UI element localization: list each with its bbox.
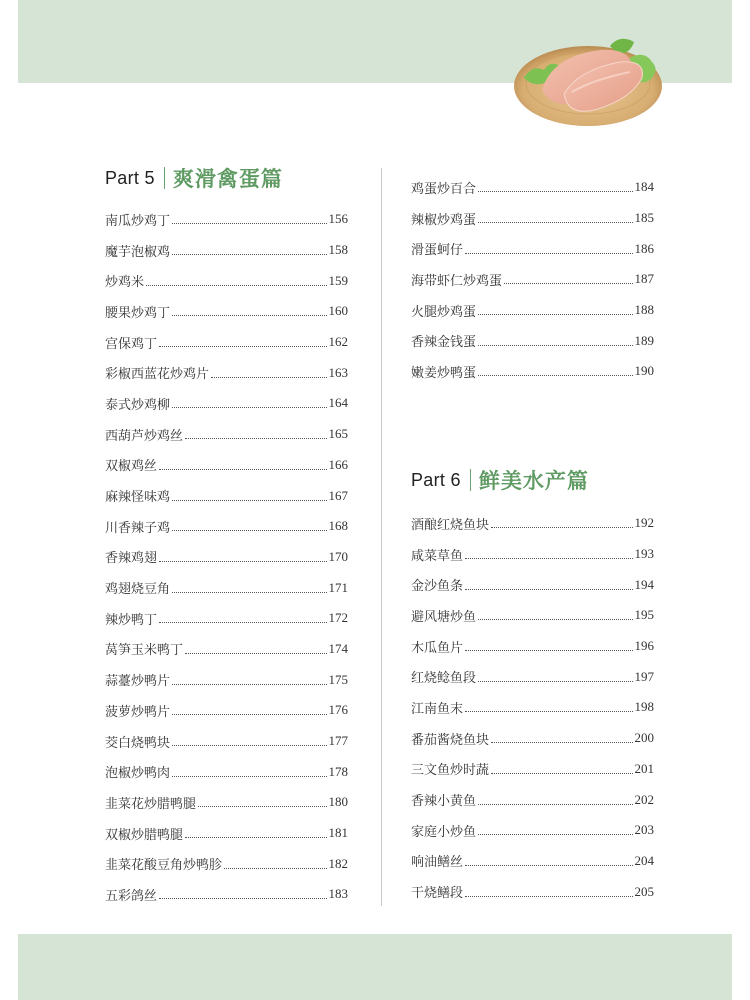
heading-divider bbox=[164, 167, 165, 189]
entry-title: 滑蛋蚵仔 bbox=[411, 243, 464, 259]
leader-dots bbox=[478, 374, 632, 376]
leader-dots bbox=[159, 468, 326, 470]
entry-title: 泡椒炒鸭肉 bbox=[105, 766, 171, 782]
part5-continued-list bbox=[411, 172, 654, 387]
leader-dots bbox=[224, 867, 326, 869]
entry-title: 西葫芦炒鸡丝 bbox=[105, 428, 184, 444]
entry-title: 三文鱼炒时蔬 bbox=[411, 763, 490, 779]
leader-dots bbox=[172, 222, 326, 224]
entry-page: 168 bbox=[328, 518, 348, 534]
toc-entry[interactable] bbox=[411, 815, 654, 846]
toc-entry[interactable] bbox=[105, 756, 348, 787]
entry-page: 175 bbox=[328, 671, 348, 687]
entry-page: 195 bbox=[634, 607, 654, 623]
toc-entry[interactable] bbox=[105, 542, 348, 573]
toc-entry[interactable] bbox=[105, 235, 348, 266]
entry-page: 184 bbox=[634, 179, 654, 195]
entry-page: 166 bbox=[328, 456, 348, 472]
toc-entry[interactable] bbox=[105, 419, 348, 450]
entry-page: 188 bbox=[634, 302, 654, 318]
entry-title: 金沙鱼条 bbox=[411, 579, 464, 595]
entry-page: 203 bbox=[634, 822, 654, 838]
leader-dots bbox=[185, 437, 326, 439]
entry-page: 165 bbox=[328, 426, 348, 442]
entry-title: 麻辣怪味鸡 bbox=[105, 490, 171, 506]
leader-dots bbox=[465, 588, 632, 590]
entry-page: 180 bbox=[328, 794, 348, 810]
toc-entry[interactable] bbox=[105, 450, 348, 481]
entry-title: 韭菜花酸豆角炒鸭胗 bbox=[105, 858, 223, 874]
leader-dots bbox=[478, 313, 632, 315]
toc-entry[interactable] bbox=[411, 539, 654, 570]
toc-entry[interactable] bbox=[105, 664, 348, 695]
entry-page: 183 bbox=[328, 886, 348, 902]
leader-dots bbox=[478, 680, 632, 682]
toc-entry[interactable] bbox=[105, 879, 348, 910]
toc-entry[interactable] bbox=[411, 508, 654, 539]
leader-dots bbox=[172, 314, 326, 316]
entry-page: 204 bbox=[634, 852, 654, 868]
leader-dots bbox=[478, 190, 632, 192]
toc-entry[interactable] bbox=[105, 634, 348, 665]
entry-title: 彩椒西蓝花炒鸡片 bbox=[105, 367, 210, 383]
leader-dots bbox=[172, 744, 326, 746]
leader-dots bbox=[185, 836, 326, 838]
part6-number: Part 6 bbox=[411, 469, 461, 490]
leader-dots bbox=[211, 376, 326, 378]
toc-entry[interactable] bbox=[105, 726, 348, 757]
entry-page: 170 bbox=[328, 548, 348, 564]
leader-dots bbox=[478, 833, 632, 835]
leader-dots bbox=[172, 529, 326, 531]
entry-title: 魔芋泡椒鸡 bbox=[105, 244, 171, 260]
entry-title: 辣炒鸭丁 bbox=[105, 612, 158, 628]
entry-page: 171 bbox=[328, 579, 348, 595]
entry-page: 164 bbox=[328, 395, 348, 411]
entry-title: 菠萝炒鸭片 bbox=[105, 704, 171, 720]
entry-title: 嫩姜炒鸭蛋 bbox=[411, 365, 477, 381]
entry-page: 189 bbox=[634, 332, 654, 348]
leader-dots bbox=[159, 897, 326, 899]
toc-entry[interactable] bbox=[105, 327, 348, 358]
entry-title: 海带虾仁炒鸡蛋 bbox=[411, 273, 503, 289]
part5-title: 爽滑禽蛋篇 bbox=[172, 166, 283, 191]
entry-page: 177 bbox=[328, 733, 348, 749]
leader-dots bbox=[465, 649, 632, 651]
entry-page: 185 bbox=[634, 210, 654, 226]
entry-title: 韭菜花炒腊鸭腿 bbox=[105, 796, 197, 812]
entry-title: 五彩鸽丝 bbox=[105, 888, 158, 904]
part6-toc-list bbox=[411, 508, 654, 907]
entry-title: 炒鸡米 bbox=[105, 275, 145, 291]
entry-page: 176 bbox=[328, 702, 348, 718]
entry-title: 鸡翅烧豆角 bbox=[105, 582, 171, 598]
entry-title: 双椒炒腊鸭腿 bbox=[105, 827, 184, 843]
entry-page: 197 bbox=[634, 668, 654, 684]
entry-page: 186 bbox=[634, 240, 654, 256]
toc-entry[interactable] bbox=[411, 356, 654, 387]
entry-page: 163 bbox=[328, 364, 348, 380]
entry-page: 202 bbox=[634, 791, 654, 807]
entry-page: 178 bbox=[328, 763, 348, 779]
toc-entry[interactable] bbox=[105, 511, 348, 542]
toc-entry[interactable] bbox=[411, 325, 654, 356]
leader-dots bbox=[478, 618, 632, 620]
leader-dots bbox=[478, 803, 632, 805]
toc-entry[interactable] bbox=[105, 357, 348, 388]
toc-entry[interactable] bbox=[411, 233, 654, 264]
toc-entry[interactable] bbox=[411, 203, 654, 234]
leader-dots bbox=[185, 652, 326, 654]
entry-page: 172 bbox=[328, 610, 348, 626]
toc-entry[interactable] bbox=[105, 265, 348, 296]
entry-title: 茭白烧鸭块 bbox=[105, 735, 171, 751]
entry-title: 咸菜草鱼 bbox=[411, 548, 464, 564]
entry-page: 193 bbox=[634, 546, 654, 562]
toc-entry[interactable] bbox=[105, 572, 348, 603]
toc-entry[interactable] bbox=[105, 848, 348, 879]
toc-entry[interactable] bbox=[105, 787, 348, 818]
leader-dots bbox=[159, 621, 326, 623]
entry-title: 避风塘炒鱼 bbox=[411, 609, 477, 625]
toc-entry[interactable] bbox=[411, 876, 654, 907]
leader-dots bbox=[172, 591, 326, 593]
entry-title: 红烧鲶鱼段 bbox=[411, 671, 477, 687]
entry-title: 鸡蛋炒百合 bbox=[411, 181, 477, 197]
entry-page: 196 bbox=[634, 638, 654, 654]
toc-entry[interactable] bbox=[411, 172, 654, 203]
part5-number: Part 5 bbox=[105, 167, 155, 188]
toc-entry[interactable] bbox=[411, 784, 654, 815]
toc-entry[interactable] bbox=[411, 569, 654, 600]
chicken-breast-on-board-image bbox=[512, 28, 664, 128]
leader-dots bbox=[465, 557, 632, 559]
toc-entry[interactable] bbox=[411, 661, 654, 692]
toc-entry[interactable] bbox=[411, 631, 654, 662]
entry-title: 香辣小黄鱼 bbox=[411, 794, 477, 810]
part6-heading bbox=[411, 463, 589, 497]
toc-entry[interactable] bbox=[411, 723, 654, 754]
entry-page: 201 bbox=[634, 760, 654, 776]
entry-title: 泰式炒鸡柳 bbox=[105, 397, 171, 413]
bottom-band bbox=[18, 934, 732, 1000]
part6-title: 鲜美水产篇 bbox=[478, 468, 589, 493]
entry-title: 酒酿红烧鱼块 bbox=[411, 517, 490, 533]
part5-toc-list bbox=[105, 204, 348, 910]
toc-entry[interactable] bbox=[411, 846, 654, 877]
leader-dots bbox=[172, 499, 326, 501]
leader-dots bbox=[491, 741, 632, 743]
entry-page: 167 bbox=[328, 487, 348, 503]
heading-divider bbox=[470, 469, 471, 491]
toc-entry[interactable] bbox=[105, 603, 348, 634]
entry-title: 南瓜炒鸡丁 bbox=[105, 213, 171, 229]
entry-title: 双椒鸡丝 bbox=[105, 459, 158, 475]
leader-dots bbox=[172, 253, 326, 255]
entry-page: 205 bbox=[634, 883, 654, 899]
entry-page: 160 bbox=[328, 303, 348, 319]
leader-dots bbox=[198, 805, 326, 807]
entry-title: 蒜薹炒鸭片 bbox=[105, 674, 171, 690]
leader-dots bbox=[491, 526, 632, 528]
leader-dots bbox=[159, 560, 326, 562]
entry-title: 江南鱼末 bbox=[411, 701, 464, 717]
leader-dots bbox=[465, 710, 632, 712]
toc-entry[interactable] bbox=[105, 388, 348, 419]
entry-title: 火腿炒鸡蛋 bbox=[411, 304, 477, 320]
entry-page: 156 bbox=[328, 211, 348, 227]
entry-page: 200 bbox=[634, 730, 654, 746]
leader-dots bbox=[504, 282, 632, 284]
part5-heading bbox=[105, 161, 283, 195]
entry-page: 159 bbox=[328, 272, 348, 288]
entry-title: 木瓜鱼片 bbox=[411, 640, 464, 656]
entry-title: 香辣金钱蛋 bbox=[411, 335, 477, 351]
entry-title: 干烧鳝段 bbox=[411, 886, 464, 902]
entry-page: 192 bbox=[634, 515, 654, 531]
entry-title: 辣椒炒鸡蛋 bbox=[411, 212, 477, 228]
toc-entry[interactable] bbox=[411, 264, 654, 295]
entry-page: 182 bbox=[328, 855, 348, 871]
leader-dots bbox=[172, 775, 326, 777]
entry-title: 腰果炒鸡丁 bbox=[105, 305, 171, 321]
toc-entry[interactable] bbox=[105, 818, 348, 849]
leader-dots bbox=[159, 345, 326, 347]
entry-title: 宫保鸡丁 bbox=[105, 336, 158, 352]
toc-entry[interactable] bbox=[105, 204, 348, 235]
entry-page: 198 bbox=[634, 699, 654, 715]
leader-dots bbox=[172, 713, 326, 715]
toc-entry[interactable] bbox=[105, 695, 348, 726]
entry-page: 190 bbox=[634, 363, 654, 379]
entry-title: 香辣鸡翅 bbox=[105, 551, 158, 567]
entry-page: 187 bbox=[634, 271, 654, 287]
entry-page: 194 bbox=[634, 576, 654, 592]
leader-dots bbox=[491, 772, 632, 774]
toc-entry[interactable] bbox=[411, 600, 654, 631]
leader-dots bbox=[465, 252, 632, 254]
toc-entry[interactable] bbox=[105, 296, 348, 327]
entry-title: 川香辣子鸡 bbox=[105, 520, 171, 536]
leader-dots bbox=[172, 406, 326, 408]
entry-page: 174 bbox=[328, 640, 348, 656]
entry-title: 响油鳝丝 bbox=[411, 855, 464, 871]
entry-page: 181 bbox=[328, 825, 348, 841]
toc-entry[interactable] bbox=[411, 754, 654, 785]
leader-dots bbox=[146, 284, 326, 286]
entry-title: 莴笋玉米鸭丁 bbox=[105, 643, 184, 659]
leader-dots bbox=[465, 864, 632, 866]
leader-dots bbox=[478, 221, 632, 223]
column-divider bbox=[381, 168, 382, 906]
toc-entry[interactable] bbox=[105, 480, 348, 511]
leader-dots bbox=[478, 344, 632, 346]
entry-title: 番茄酱烧鱼块 bbox=[411, 732, 490, 748]
entry-title: 家庭小炒鱼 bbox=[411, 824, 477, 840]
entry-page: 162 bbox=[328, 334, 348, 350]
entry-page: 158 bbox=[328, 242, 348, 258]
leader-dots bbox=[465, 895, 632, 897]
toc-entry[interactable] bbox=[411, 295, 654, 326]
toc-entry[interactable] bbox=[411, 692, 654, 723]
leader-dots bbox=[172, 683, 326, 685]
